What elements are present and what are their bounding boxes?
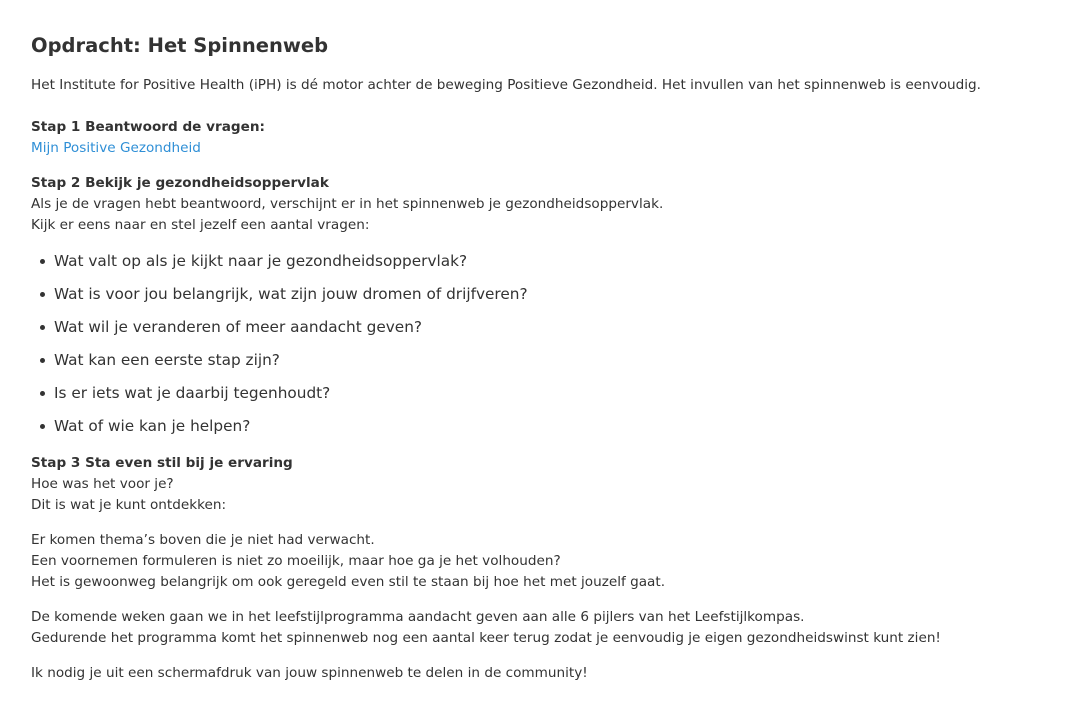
step2-heading: Stap 2 Bekijk je gezondheidsoppervlak	[31, 175, 329, 191]
step1-heading: Stap 1 Beantwoord de vragen:	[31, 119, 265, 135]
bullet-icon	[40, 358, 45, 363]
question-text: Wat valt op als je kijkt naar je gezondheidsoppervlak?	[54, 252, 468, 270]
reflection-questions-list	[31, 249, 528, 447]
page-title: Opdracht: Het Spinnenweb	[31, 34, 329, 57]
question-text: Wat of wie kan je helpen?	[54, 417, 251, 435]
bullet-icon	[40, 292, 45, 297]
bullet-icon	[40, 391, 45, 396]
question-text: Wat wil je veranderen of meer aandacht geven?	[54, 318, 423, 336]
list-item	[31, 381, 528, 414]
step3-text-line: Hoe was het voor je?	[31, 476, 174, 492]
bullet-icon	[40, 424, 45, 429]
step2-text-line: Kijk er eens naar en stel jezelf een aantal vragen:	[31, 217, 370, 233]
discovery-text-line: Een voornemen formuleren is niet zo moeilijk, maar hoe ga je het volhouden?	[31, 553, 561, 569]
intro-text: Het Institute for Positive Health (iPH) is dé motor achter de beweging Positieve Gezondheid. Het invullen van het spinnenweb is eenvoudig.	[31, 77, 981, 93]
step3-heading: Stap 3 Sta even stil bij je ervaring	[31, 455, 293, 471]
list-item	[31, 315, 528, 348]
discovery-text-line: Het is gewoonweg belangrijk om ook geregeld even stil te staan bij hoe het met jouzelf gaat.	[31, 574, 666, 590]
bullet-icon	[40, 325, 45, 330]
question-text: Wat is voor jou belangrijk, wat zijn jouw dromen of drijfveren?	[54, 285, 528, 303]
mijn-positieve-gezondheid-link[interactable]: Mijn Positive Gezondheid	[31, 140, 201, 156]
discovery-text-line: Er komen thema’s boven die je niet had verwacht.	[31, 532, 375, 548]
program-text-line: Gedurende het programma komt het spinnenweb nog een aantal keer terug zodat je eenvoudig je eigen gezondheidswinst kunt zien!	[31, 630, 941, 646]
question-text: Wat kan een eerste stap zijn?	[54, 351, 280, 369]
program-text-line: De komende weken gaan we in het leefstijlprogramma aandacht geven aan alle 6 pijlers van het Leefstijlkompas.	[31, 609, 805, 625]
list-item	[31, 348, 528, 381]
list-item	[31, 414, 528, 447]
step3-text-line: Dit is wat je kunt ontdekken:	[31, 497, 227, 513]
invite-text: Ik nodig je uit een schermafdruk van jouw spinnenweb te delen in de community!	[31, 665, 588, 681]
question-text: Is er iets wat je daarbij tegenhoudt?	[54, 384, 331, 402]
bullet-icon	[40, 259, 45, 264]
step2-text-line: Als je de vragen hebt beantwoord, verschijnt er in het spinnenweb je gezondheidsoppervlak.	[31, 196, 664, 212]
list-item	[31, 282, 528, 315]
list-item	[31, 249, 528, 282]
